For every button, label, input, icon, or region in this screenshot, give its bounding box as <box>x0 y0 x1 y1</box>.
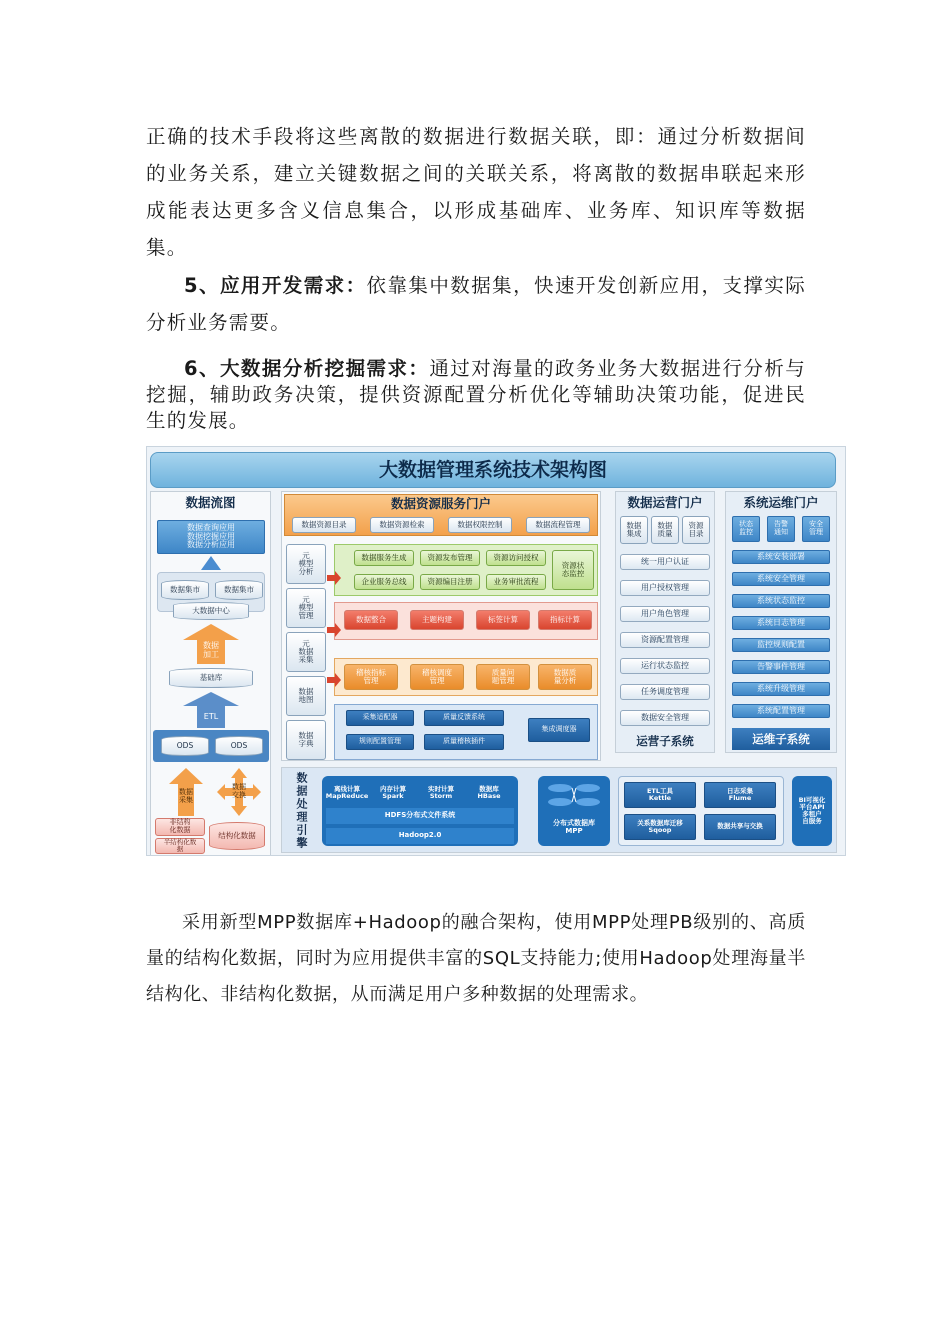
approval-workflow: 业务审批流程 <box>486 574 546 590</box>
paragraph-text: 正确的技术手段将这些离散的数据进行数据关联，即：通过分析数据间的业务关系，建立关键数据之间的关联关系，将离散的数据串联起来形成能表达更多含义信息集合，以形成基础库、业务库、知识库等数据集。 <box>146 125 806 259</box>
processing-engine-panel <box>281 767 837 853</box>
diagram-title: 大数据管理系统技术架构图 <box>150 452 836 488</box>
structured-data: 结构化数据 <box>209 822 265 850</box>
tag-calculation: 标签计算 <box>476 610 530 630</box>
base-library: 基础库 <box>169 668 253 688</box>
spark-box: 内存计算 Spark <box>380 784 406 800</box>
operations-header: 数据运营门户 <box>627 495 703 511</box>
exchange-label: 数据 交换 <box>232 783 246 799</box>
operations-portal-panel <box>615 491 715 753</box>
tab-resource-search: 数据资源检索 <box>370 517 434 533</box>
maint-item-3: 系统日志管理 <box>732 616 830 630</box>
log-flume: 日志采集 Flume <box>704 782 776 808</box>
apps-box: 数据查询应用 数据挖掘应用 数据分析应用 <box>157 520 265 554</box>
enterprise-service-bus: 企业服务总线 <box>354 574 414 590</box>
maint-status-monitor: 状态 监控 <box>732 516 760 542</box>
database-cluster-icon <box>544 780 604 810</box>
quality-audit-plugin: 质量稽核插件 <box>424 734 504 750</box>
maint-alert-notify: 告警 通知 <box>767 516 795 542</box>
data-integration: 数据整合 <box>344 610 398 630</box>
paragraph-data-association <box>146 118 806 266</box>
paragraph-heading: 6、大数据分析挖掘需求： <box>184 357 430 380</box>
ops-resource-catalog: 资源 目录 <box>682 516 710 544</box>
ops-item-1: 用户授权管理 <box>620 580 710 596</box>
data-flow-header: 数据流图 <box>185 495 236 511</box>
maint-item-4: 监控规则配置 <box>732 638 830 652</box>
semi-structured-data: 半结构化数 据 <box>155 838 205 854</box>
maintenance-header: 系统运维门户 <box>743 495 819 511</box>
paragraph-app-dev <box>146 267 806 341</box>
ops-data-integration: 数据 集成 <box>620 516 648 544</box>
maint-security: 安全 管理 <box>802 516 830 542</box>
maintenance-subsystem: 运维子系统 <box>732 728 830 750</box>
maint-item-2: 系统状态监控 <box>732 594 830 608</box>
ops-item-6: 数据安全管理 <box>620 710 710 726</box>
data-sharing-exchange: 数据共享与交换 <box>704 814 776 840</box>
hadoop-box: Hadoop2.0 <box>326 828 514 844</box>
paragraph-text: 采用新型MPP数据库+Hadoop的融合架构，使用MPP处理PB级别的、高质量的结构化数据，同时为应用提供丰富的SQL支持能力;使用Hadoop处理海量半结构化、非结构化数据，从而满足用户多种数据的处理需求。 <box>146 912 806 1005</box>
ops-item-5: 任务调度管理 <box>620 684 710 700</box>
maint-item-5: 告警事件管理 <box>732 660 830 674</box>
paragraph-text: 通过对海量的政务业务大数据进行分析与挖掘，辅助政务决策，提供资源配置分析优化等辅助决策功能，促进民生的发展。 <box>146 357 807 432</box>
ops-item-3: 资源配置管理 <box>620 632 710 648</box>
quality-issue-management: 质量问 题管理 <box>476 664 530 690</box>
unstructured-data: 非结构 化数据 <box>155 818 205 836</box>
audit-schedule-management: 稽核调度 管理 <box>410 664 464 690</box>
rule-config-management: 规则配置管理 <box>346 734 414 750</box>
tab-resource-catalog: 数据资源目录 <box>292 517 356 533</box>
ops-item-2: 用户角色管理 <box>620 606 710 622</box>
paragraph-heading: 5、应用开发需求： <box>184 274 367 297</box>
resource-access-auth: 资源访问授权 <box>486 550 546 566</box>
data-dictionary: 数据 字典 <box>286 720 326 760</box>
integration-scheduler: 集成调度器 <box>528 718 590 742</box>
sqoop-migration: 关系数据库迁移 Sqoop <box>624 814 696 840</box>
mpp-label: 分布式数据库 MPP <box>553 819 595 835</box>
storm-box: 实时计算 Storm <box>428 784 454 800</box>
data-map: 数据 地图 <box>286 676 326 716</box>
service-generation: 数据服务生成 <box>354 550 414 566</box>
meta-model-analysis: 元 模型 分析 <box>286 544 326 584</box>
resource-publish: 资源发布管理 <box>420 550 480 566</box>
bi-platform: BI可视化 平台API 多租户 自服务 <box>792 776 832 846</box>
ops-data-quality: 数据 质量 <box>651 516 679 544</box>
ops-item-4: 运行状态监控 <box>620 658 710 674</box>
engine-label: 数据处理引擎 <box>295 772 309 850</box>
portal-header: 数据资源服务门户 <box>390 496 491 512</box>
data-flow-panel <box>150 491 271 856</box>
tab-permission-control: 数据权限控制 <box>448 517 512 533</box>
arrow-up-icon <box>201 556 221 570</box>
etl-label: ETL <box>203 711 219 721</box>
paragraph-architecture-summary <box>146 905 806 1013</box>
etl-kettle: ETL工具 Kettle <box>624 782 696 808</box>
maint-item-1: 系统安全管理 <box>732 572 830 586</box>
indicator-calculation: 指标计算 <box>538 610 592 630</box>
resource-status-monitor: 资源状 态监控 <box>552 550 594 590</box>
ops-item-0: 统一用户认证 <box>620 554 710 570</box>
connector-arrows-icon <box>327 571 341 721</box>
paragraph-big-data-analysis <box>146 356 806 434</box>
ods-1: ODS <box>161 736 209 756</box>
operations-subsystem: 运营子系统 <box>636 733 694 748</box>
metadata-collection: 元 数据 采集 <box>286 632 326 672</box>
data-mart-2: 数据集市 <box>215 580 263 600</box>
big-data-center: 大数据中心 <box>173 602 249 620</box>
resource-catalog-register: 资源编目注册 <box>420 574 480 590</box>
tab-process-management: 数据流程管理 <box>526 517 590 533</box>
data-quality-analysis: 数据质 量分析 <box>538 664 592 690</box>
topic-building: 主题构建 <box>410 610 464 630</box>
mapreduce-box: 离线计算 MapReduce <box>325 784 369 800</box>
quality-feedback-system: 质量反馈系统 <box>424 710 504 726</box>
maint-item-7: 系统配置管理 <box>732 704 830 718</box>
meta-model-management: 元 模型 管理 <box>286 588 326 628</box>
hbase-box: 数据库 HBase <box>477 784 501 800</box>
maint-item-6: 系统升级管理 <box>732 682 830 696</box>
audit-indicator-management: 稽核指标 管理 <box>344 664 398 690</box>
hdfs-box: HDFS分布式文件系统 <box>326 808 514 824</box>
architecture-diagram <box>146 446 846 856</box>
data-mart-1: 数据集市 <box>161 580 209 600</box>
collection-adapter: 采集适配器 <box>346 710 414 726</box>
collect-label: 数据 采集 <box>179 788 193 804</box>
paragraph-text: 依靠集中数据集，快速开发创新应用，支撑实际分析业务需要。 <box>146 274 807 334</box>
process-label: 数据 加工 <box>203 641 219 659</box>
ods-2: ODS <box>215 736 263 756</box>
maint-item-0: 系统安装部署 <box>732 550 830 564</box>
maintenance-portal-panel <box>725 491 837 753</box>
